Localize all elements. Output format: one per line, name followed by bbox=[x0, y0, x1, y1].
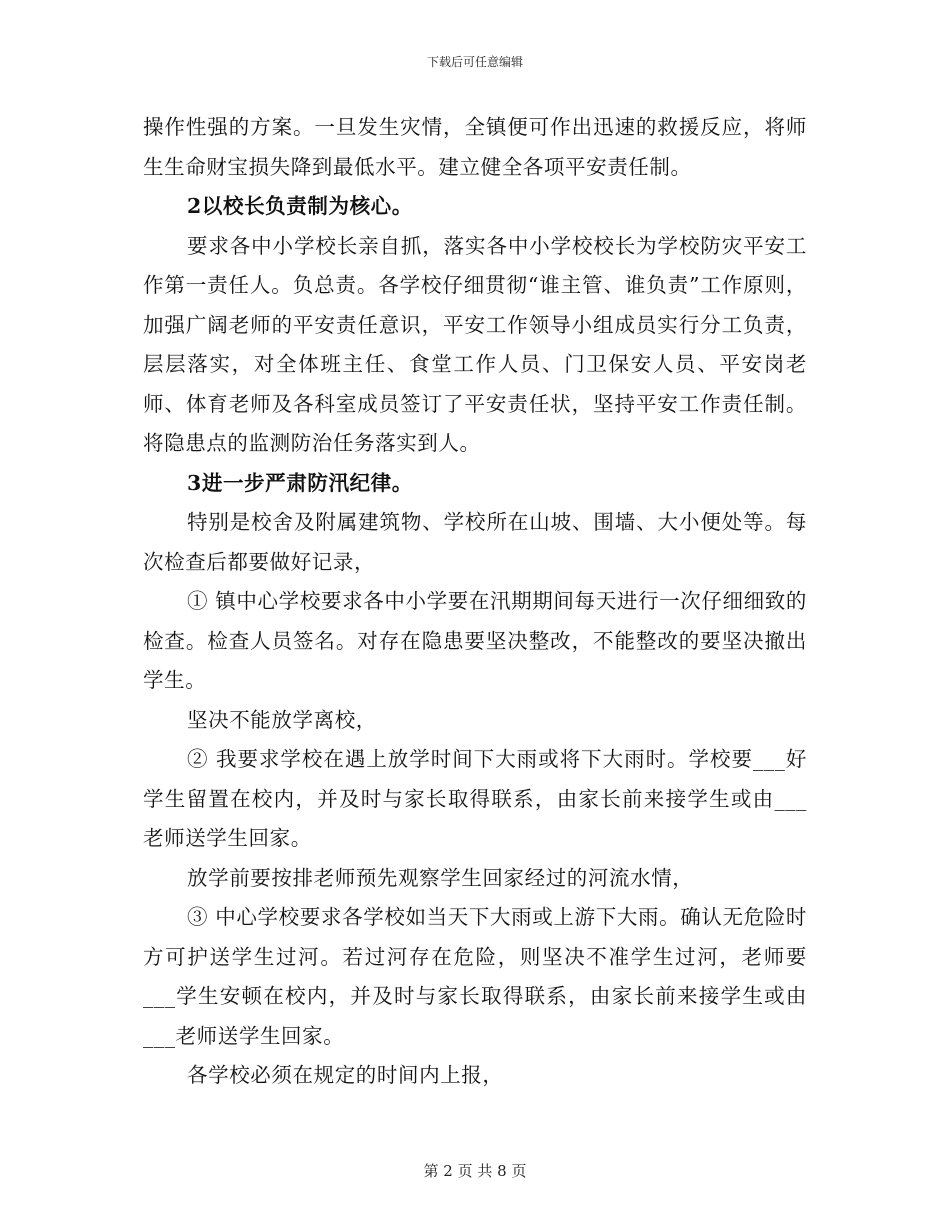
paragraph-11: 各学校必须在规定的时间内上报， bbox=[187, 1063, 504, 1087]
paragraph-5: 特别是校舍及附属建筑物、学校所在山坡、围墙、大小便处等。每次检查后都要做好记录， bbox=[143, 510, 807, 574]
document-body bbox=[143, 108, 807, 1096]
paragraph-7: 坚决不能放学离校， bbox=[187, 707, 377, 732]
section-heading-2: 2以校长负责制为核心。 bbox=[187, 194, 413, 218]
paragraph-3: 要求各中小学校长亲自抓，落实各中小学校校长为学校防灾平安工作第一责任人。负总责。各学校仔细贯彻“谁主管、谁负责”工作原则，加强广阔老师的平安责任意识，平安工作领导小组成员实行分工负责，层层落实，对全体班主任、食堂工作人员、门卫保安人员、平安岗老师、体育老师及各科室成员签订了平安责任状，坚持平安工作责任制。将隐患点的监测防治任务落实到人。 bbox=[143, 233, 807, 455]
paragraph-10: ③ 中心学校要求各学校如当天下大雨或上游下大雨。确认无危险时方可护送学生过河。若过河存在危险，则坚决不准学生过河，老师要___学生安顿在校内，并及时与家长取得联系，由家长前来接学生或由___老师送学生回家。 bbox=[143, 905, 807, 1048]
section-heading-3: 3进一步严肃防汛纪律。 bbox=[187, 470, 413, 495]
paragraph-6: ① 镇中心学校要求各中小学要在汛期期间每天进行一次仔细细致的检查。检查人员签名。对存在隐患要坚决整改，不能整改的要坚决撤出学生。 bbox=[143, 589, 807, 692]
paragraph-1: 操作性强的方案。一旦发生灾情，全镇便可作出迅速的救援反应，将师生生命财宝损失降到最低水平。建立健全各项平安责任制。 bbox=[143, 115, 807, 179]
paragraph-8: ② 我要求学校在遇上放学时间下大雨或将下大雨时。学校要___好学生留置在校内，并及时与家长取得联系，由家长前来接学生或由___老师送学生回家。 bbox=[143, 747, 807, 850]
page-footer: 第 2 页 共 8 页 bbox=[423, 1162, 527, 1180]
page-header: 下载后可任意编辑 bbox=[426, 55, 523, 69]
paragraph-9: 放学前要按排老师预先观察学生回家经过的河流水情， bbox=[187, 865, 694, 890]
